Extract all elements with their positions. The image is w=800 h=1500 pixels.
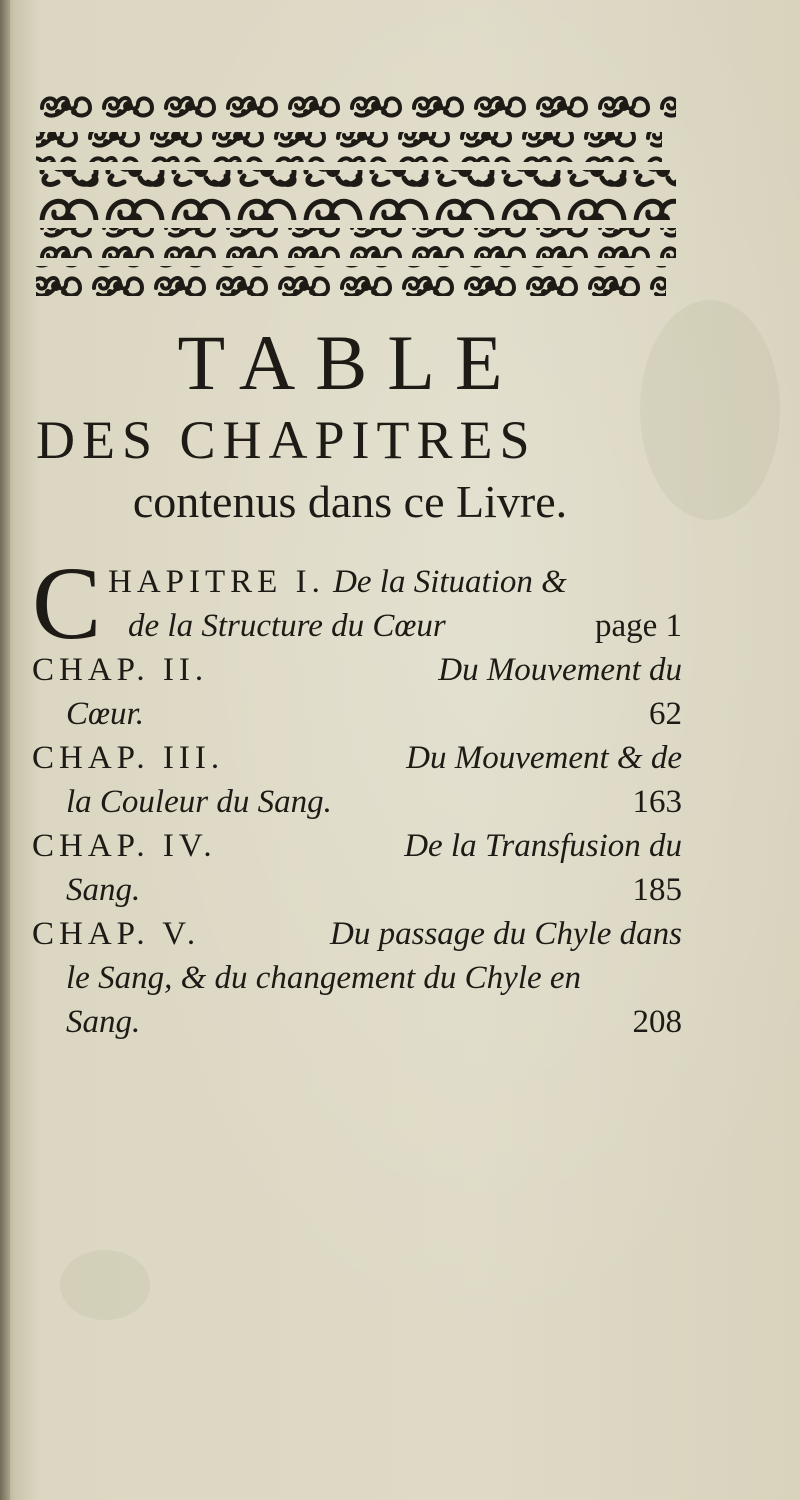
- page-number: 185: [632, 872, 682, 908]
- chapter-title: Du Mouvement & de: [406, 740, 682, 776]
- drop-cap: C: [32, 546, 102, 661]
- page-number: page 1: [594, 608, 682, 644]
- fleuron-headpiece-ornament: [36, 92, 676, 302]
- chapter-title: De la Situation &: [333, 564, 567, 600]
- toc-entry: [32, 648, 682, 736]
- chapter-title-continued: Sang.: [66, 872, 141, 908]
- toc-entry: [32, 824, 682, 912]
- chapter-label: HAPITRE I.: [108, 564, 325, 600]
- chapter-title: De la Transfusion du: [404, 828, 682, 864]
- chapter-label: CHAP. V.: [32, 916, 201, 952]
- page-subtitle: DES CHAPITRES: [36, 410, 537, 470]
- paper-stain: [60, 1250, 150, 1320]
- page-number: 62: [649, 696, 682, 732]
- chapter-label: CHAP. IV.: [32, 828, 217, 864]
- chapter-label: CHAP. II.: [32, 652, 209, 688]
- chapter-label: CHAP. III.: [32, 740, 225, 776]
- chapter-title: Du passage du Chyle dans: [330, 916, 682, 952]
- page-number: 163: [632, 784, 682, 820]
- chapter-title-continued: Sang.: [66, 1004, 141, 1040]
- chapter-title: Du Mouvement du: [438, 652, 682, 688]
- toc-entry: [32, 736, 682, 824]
- chapter-title-continued: de la Structure du Cœur: [128, 608, 446, 644]
- chapter-title-continued: Cœur.: [66, 696, 144, 732]
- page-number: 208: [632, 1004, 682, 1040]
- chapter-title-continued: la Couleur du Sang.: [66, 784, 332, 820]
- table-of-contents: [32, 546, 682, 1044]
- toc-entry: [32, 912, 682, 1044]
- page-title: TABLE: [177, 319, 523, 406]
- page-subsubtitle: contenus dans ce Livre.: [132, 476, 568, 527]
- chapter-title-continued: le Sang, & du changement du Chyle en: [66, 960, 582, 996]
- toc-entry: [32, 546, 682, 661]
- page-binding-edge: [0, 0, 10, 1500]
